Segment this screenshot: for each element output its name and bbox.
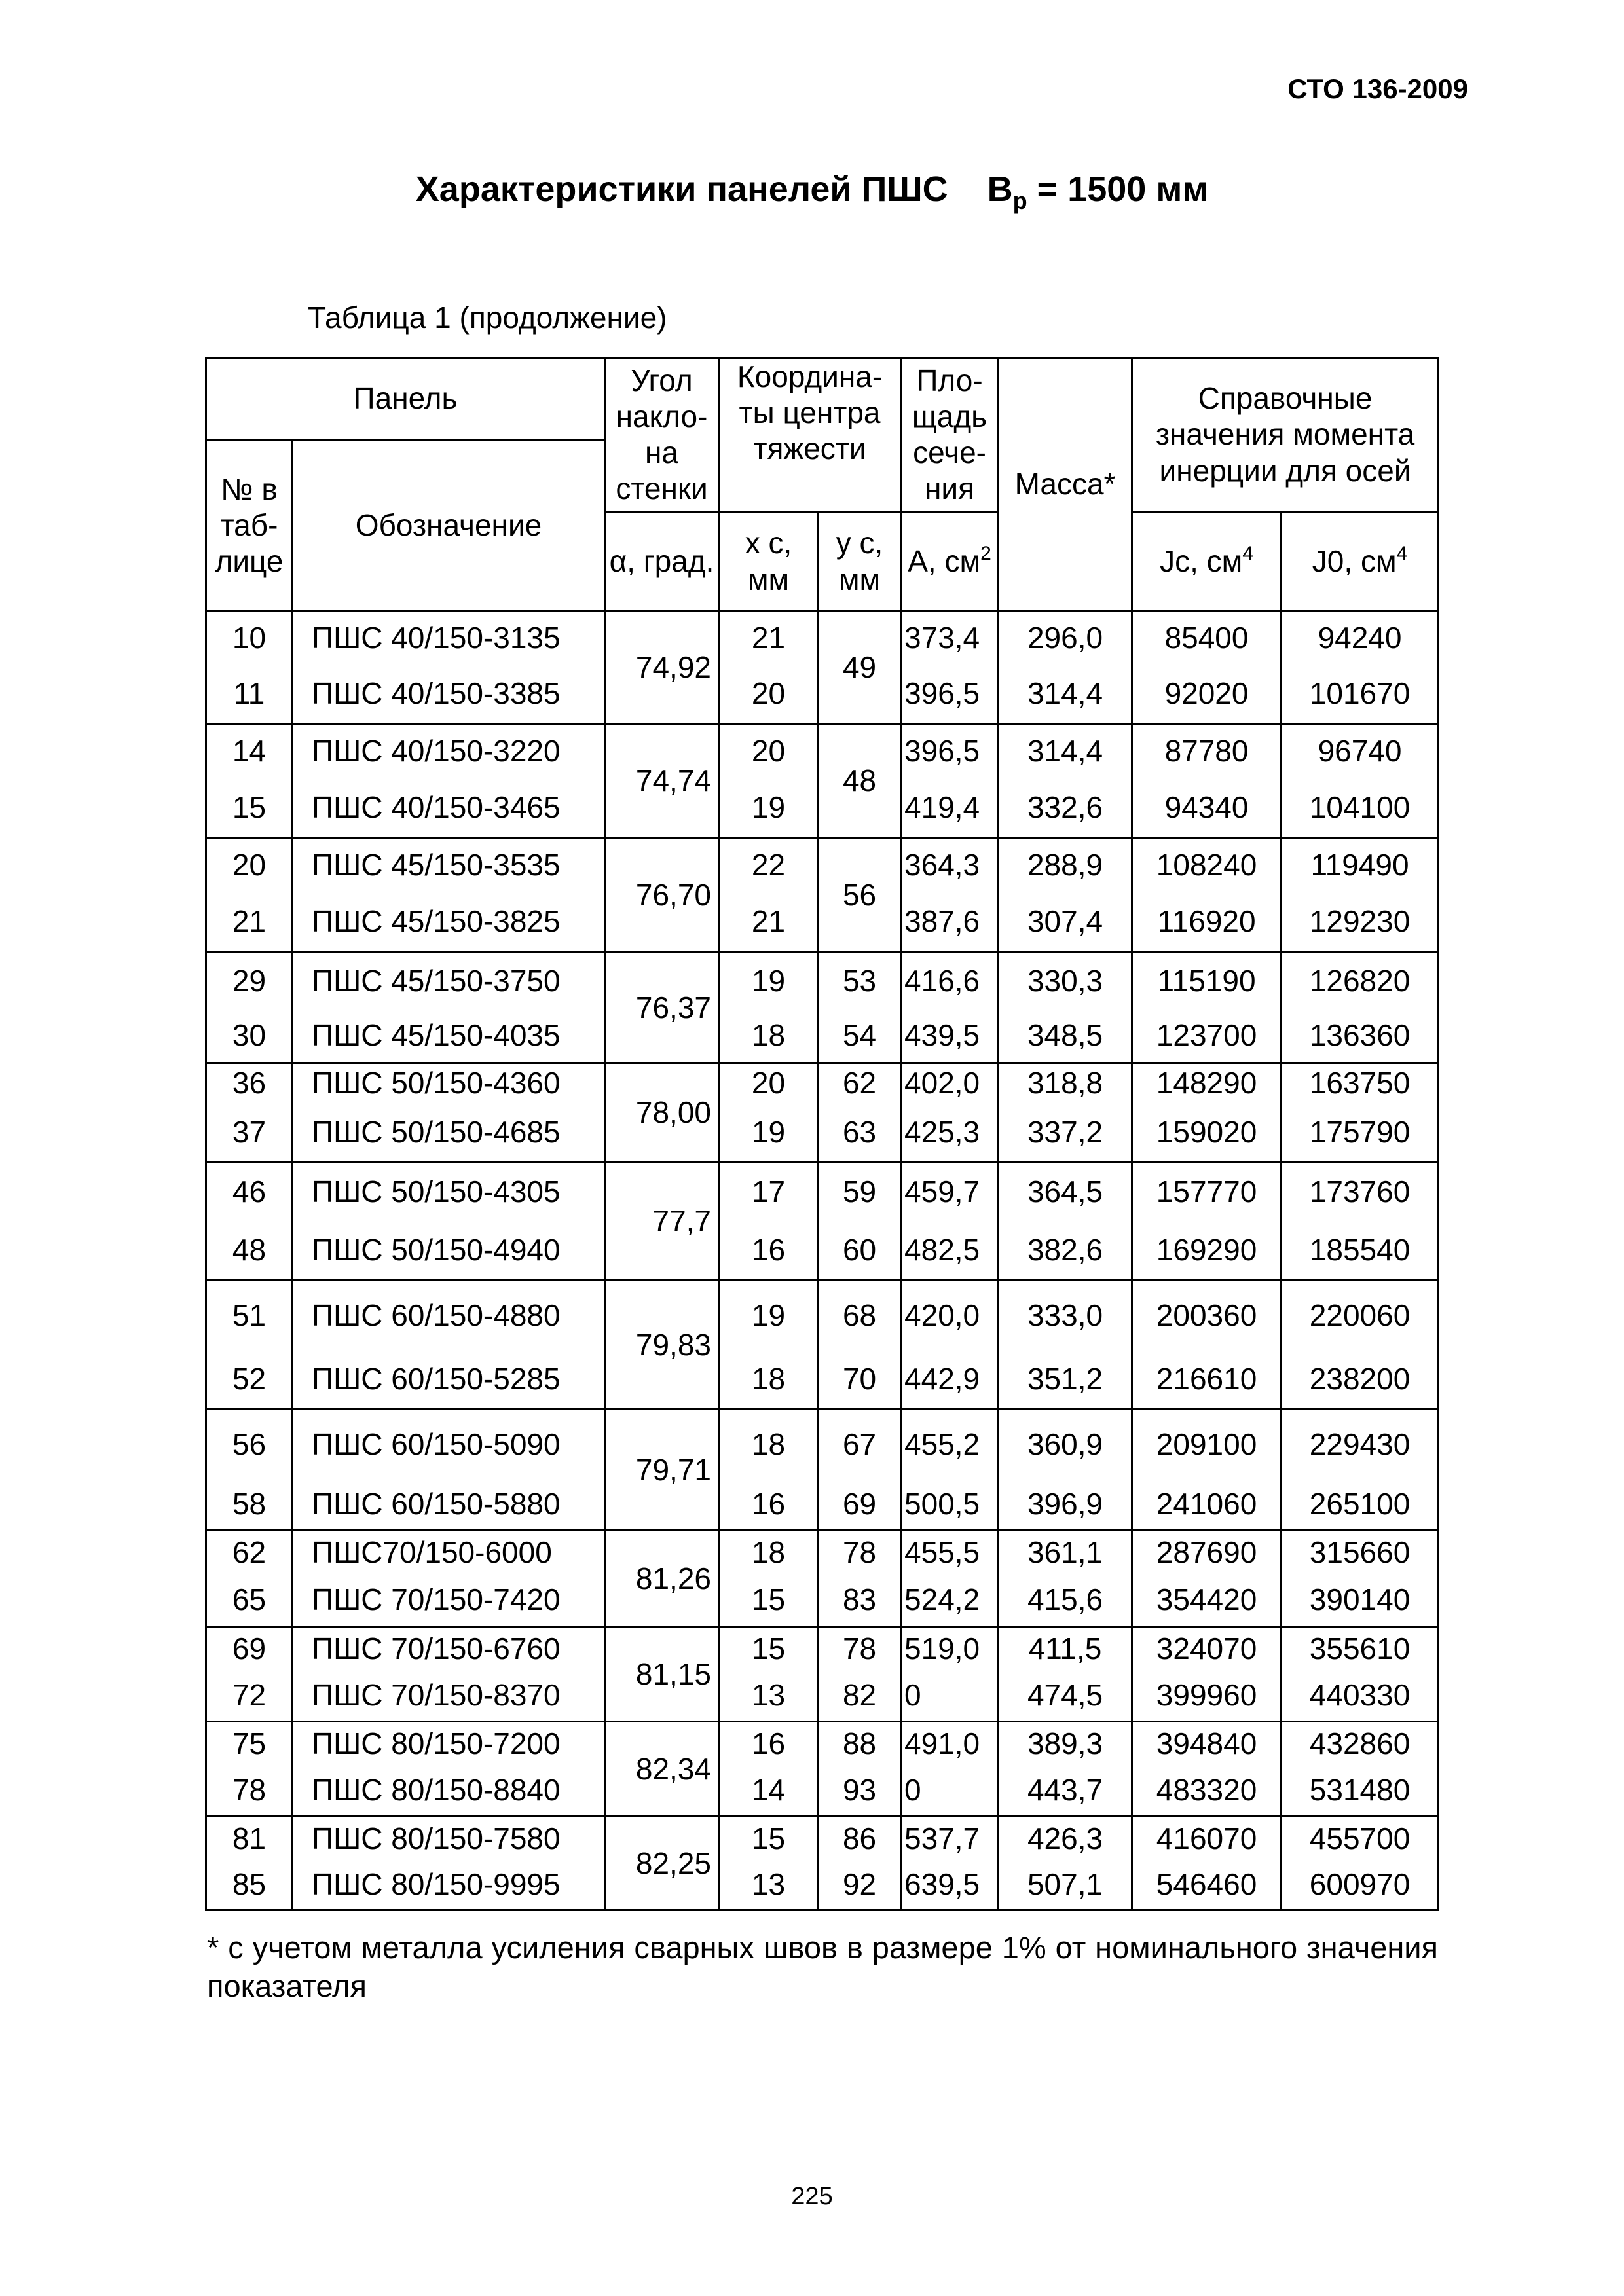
- row-j0: 265100: [1282, 1478, 1439, 1531]
- row-area: 537,7: [901, 1817, 999, 1859]
- row-jc: 216610: [1132, 1349, 1282, 1410]
- row-xc: 17: [719, 1163, 819, 1220]
- row-number: 75: [206, 1722, 293, 1764]
- row-number: 20: [206, 838, 293, 892]
- row-j0: 101670: [1282, 664, 1439, 724]
- row-number: 30: [206, 1008, 293, 1063]
- header-coords: Координа-ты центра тяжести: [719, 358, 901, 512]
- title-param: B: [987, 170, 1013, 209]
- row-yc: 59: [819, 1163, 901, 1220]
- row-xc: 18: [719, 1410, 819, 1478]
- row-xc: 18: [719, 1349, 819, 1410]
- table-row: [206, 1008, 1439, 1063]
- row-area: 491,0: [901, 1722, 999, 1764]
- row-mass: 307,4: [999, 892, 1132, 953]
- row-j0: 173760: [1282, 1163, 1439, 1220]
- row-number: 14: [206, 724, 293, 778]
- row-j0: 432860: [1282, 1722, 1439, 1764]
- row-area: 0: [901, 1669, 999, 1722]
- row-mass: 364,5: [999, 1163, 1132, 1220]
- row-yc: 88: [819, 1722, 901, 1764]
- row-xc: 18: [719, 1008, 819, 1063]
- row-j0: 163750: [1282, 1063, 1439, 1102]
- row-designation: ПШС 50/150-4685: [293, 1102, 605, 1163]
- row-xc: 16: [719, 1220, 819, 1281]
- row-designation: ПШС70/150-6000: [293, 1531, 605, 1573]
- row-area: 373,4: [901, 611, 999, 664]
- row-number: 10: [206, 611, 293, 664]
- row-angle: 78,00: [605, 1063, 719, 1163]
- row-mass: 426,3: [999, 1817, 1132, 1859]
- header-j0-unit-text: J0, см: [1312, 543, 1397, 578]
- row-yc: 56: [819, 838, 901, 953]
- row-mass: 389,3: [999, 1722, 1132, 1764]
- header-jc-unit-text: Jc, см: [1160, 543, 1243, 578]
- row-designation: ПШС 60/150-5880: [293, 1478, 605, 1531]
- row-angle: 79,71: [605, 1410, 719, 1531]
- row-yc: 63: [819, 1102, 901, 1163]
- row-yc: 83: [819, 1573, 901, 1627]
- row-xc: 14: [719, 1764, 819, 1817]
- row-angle: 81,15: [605, 1627, 719, 1722]
- row-area: 442,9: [901, 1349, 999, 1410]
- row-area: 420,0: [901, 1281, 999, 1349]
- row-angle: 76,37: [605, 953, 719, 1063]
- row-area: 639,5: [901, 1859, 999, 1910]
- row-jc: 209100: [1132, 1410, 1282, 1478]
- row-yc: 48: [819, 724, 901, 838]
- page-title: [0, 169, 1624, 215]
- header-designation: Обозначение: [293, 440, 605, 611]
- row-xc: 20: [719, 724, 819, 778]
- row-number: 29: [206, 953, 293, 1008]
- row-number: 15: [206, 778, 293, 838]
- row-angle: 74,92: [605, 611, 719, 724]
- row-yc: 53: [819, 953, 901, 1008]
- row-designation: ПШС 40/150-3465: [293, 778, 605, 838]
- row-designation: ПШС 70/150-6760: [293, 1627, 605, 1669]
- table-row: [206, 1349, 1439, 1410]
- header-angle-unit: α, град.: [605, 512, 719, 611]
- row-designation: ПШС 50/150-4305: [293, 1163, 605, 1220]
- row-jc: 483320: [1132, 1764, 1282, 1817]
- row-jc: 399960: [1132, 1669, 1282, 1722]
- header-mass: Масса*: [999, 358, 1132, 611]
- row-area: 425,3: [901, 1102, 999, 1163]
- row-number: 62: [206, 1531, 293, 1573]
- row-j0: 94240: [1282, 611, 1439, 664]
- row-xc: 20: [719, 664, 819, 724]
- row-number: 48: [206, 1220, 293, 1281]
- row-yc: 86: [819, 1817, 901, 1859]
- table-row: [206, 611, 1439, 664]
- row-xc: 18: [719, 1531, 819, 1573]
- row-angle: 76,70: [605, 838, 719, 953]
- row-yc: 62: [819, 1063, 901, 1102]
- row-jc: 85400: [1132, 611, 1282, 664]
- row-jc: 148290: [1132, 1063, 1282, 1102]
- row-designation: ПШС 45/150-3535: [293, 838, 605, 892]
- table-row: [206, 1410, 1439, 1478]
- page-number: 225: [791, 2183, 833, 2210]
- row-designation: ПШС 40/150-3220: [293, 724, 605, 778]
- row-jc: 287690: [1132, 1531, 1282, 1573]
- row-area: 439,5: [901, 1008, 999, 1063]
- row-designation: ПШС 70/150-7420: [293, 1573, 605, 1627]
- row-jc: 87780: [1132, 724, 1282, 778]
- row-area: 519,0: [901, 1627, 999, 1669]
- row-jc: 546460: [1132, 1859, 1282, 1910]
- row-mass: 337,2: [999, 1102, 1132, 1163]
- table-row: [206, 724, 1439, 778]
- row-number: 56: [206, 1410, 293, 1478]
- row-xc: 15: [719, 1573, 819, 1627]
- footnote: * с учетом металла усиления сварных швов в размере 1% от номинального значения показателя: [207, 1930, 1438, 2004]
- row-designation: ПШС 50/150-4940: [293, 1220, 605, 1281]
- row-j0: 229430: [1282, 1410, 1439, 1478]
- row-jc: 169290: [1132, 1220, 1282, 1281]
- row-yc: 68: [819, 1281, 901, 1349]
- row-designation: ПШС 80/150-8840: [293, 1764, 605, 1817]
- table-row: [206, 1102, 1439, 1163]
- header-jc-unit-sup: 4: [1242, 542, 1253, 564]
- row-yc: 69: [819, 1478, 901, 1531]
- row-xc: 16: [719, 1722, 819, 1764]
- row-number: 81: [206, 1817, 293, 1859]
- row-designation: ПШС 80/150-7580: [293, 1817, 605, 1859]
- row-area: 396,5: [901, 664, 999, 724]
- row-j0: 238200: [1282, 1349, 1439, 1410]
- row-yc: 78: [819, 1627, 901, 1669]
- header-num: № в таб-лице: [206, 440, 293, 611]
- row-number: 78: [206, 1764, 293, 1817]
- table-row: [206, 1220, 1439, 1281]
- row-mass: 296,0: [999, 611, 1132, 664]
- row-mass: 443,7: [999, 1764, 1132, 1817]
- row-number: 85: [206, 1859, 293, 1910]
- row-designation: ПШС 50/150-4360: [293, 1063, 605, 1102]
- row-jc: 92020: [1132, 664, 1282, 724]
- row-area: 396,5: [901, 724, 999, 778]
- table-row: [206, 1669, 1439, 1722]
- row-designation: ПШС 80/150-7200: [293, 1722, 605, 1764]
- title-text: Характеристики панелей ПШС: [415, 170, 948, 209]
- row-xc: 15: [719, 1627, 819, 1669]
- row-xc: 19: [719, 1102, 819, 1163]
- row-mass: 361,1: [999, 1531, 1132, 1573]
- row-yc: 49: [819, 611, 901, 724]
- table-row: [206, 1817, 1439, 1859]
- row-mass: 351,2: [999, 1349, 1132, 1410]
- row-angle: 82,34: [605, 1722, 719, 1817]
- row-area: 419,4: [901, 778, 999, 838]
- table-row: [206, 1531, 1439, 1573]
- row-mass: 332,6: [999, 778, 1132, 838]
- row-j0: 531480: [1282, 1764, 1439, 1817]
- row-j0: 175790: [1282, 1102, 1439, 1163]
- row-number: 51: [206, 1281, 293, 1349]
- row-angle: 74,74: [605, 724, 719, 838]
- row-area: 524,2: [901, 1573, 999, 1627]
- row-jc: 123700: [1132, 1008, 1282, 1063]
- row-mass: 333,0: [999, 1281, 1132, 1349]
- row-number: 37: [206, 1102, 293, 1163]
- row-jc: 108240: [1132, 838, 1282, 892]
- row-area: 455,2: [901, 1410, 999, 1478]
- row-xc: 16: [719, 1478, 819, 1531]
- table-row: [206, 1063, 1439, 1102]
- row-mass: 474,5: [999, 1669, 1132, 1722]
- row-j0: 129230: [1282, 892, 1439, 953]
- row-number: 46: [206, 1163, 293, 1220]
- row-yc: 82: [819, 1669, 901, 1722]
- row-area: 387,6: [901, 892, 999, 953]
- row-yc: 78: [819, 1531, 901, 1573]
- header-area-unit-text: А, см: [908, 543, 981, 578]
- header-panel: Панель: [206, 358, 605, 440]
- row-designation: ПШС 60/150-4880: [293, 1281, 605, 1349]
- row-designation: ПШС 60/150-5090: [293, 1410, 605, 1478]
- row-designation: ПШС 60/150-5285: [293, 1349, 605, 1410]
- row-mass: 360,9: [999, 1410, 1132, 1478]
- row-jc: 116920: [1132, 892, 1282, 953]
- row-j0: 185540: [1282, 1220, 1439, 1281]
- table-row: [206, 953, 1439, 1008]
- row-jc: 94340: [1132, 778, 1282, 838]
- row-jc: 394840: [1132, 1722, 1282, 1764]
- title-param-value: = 1500 мм: [1037, 170, 1209, 209]
- row-xc: 21: [719, 892, 819, 953]
- header-j0-unit-sup: 4: [1396, 542, 1408, 564]
- row-jc: 416070: [1132, 1817, 1282, 1859]
- row-xc: 22: [719, 838, 819, 892]
- row-designation: ПШС 40/150-3135: [293, 611, 605, 664]
- row-yc: 54: [819, 1008, 901, 1063]
- header-area-unit-sup: 2: [980, 542, 991, 564]
- row-number: 11: [206, 664, 293, 724]
- row-mass: 288,9: [999, 838, 1132, 892]
- row-angle: 81,26: [605, 1531, 719, 1627]
- row-angle: 77,7: [605, 1163, 719, 1281]
- row-designation: ПШС 80/150-9995: [293, 1859, 605, 1910]
- row-number: 36: [206, 1063, 293, 1102]
- header-j0-unit: [1282, 512, 1439, 611]
- row-designation: ПШС 40/150-3385: [293, 664, 605, 724]
- row-area: 459,7: [901, 1163, 999, 1220]
- row-mass: 415,6: [999, 1573, 1132, 1627]
- header-yc-unit: y c, мм: [819, 512, 901, 611]
- row-jc: 324070: [1132, 1627, 1282, 1669]
- row-j0: 119490: [1282, 838, 1439, 892]
- row-mass: 330,3: [999, 953, 1132, 1008]
- row-j0: 220060: [1282, 1281, 1439, 1349]
- row-j0: 126820: [1282, 953, 1439, 1008]
- row-area: 455,5: [901, 1531, 999, 1573]
- row-j0: 315660: [1282, 1531, 1439, 1573]
- row-angle: 79,83: [605, 1281, 719, 1410]
- row-jc: 159020: [1132, 1102, 1282, 1163]
- table-row: [206, 1859, 1439, 1910]
- table-row: [206, 1764, 1439, 1817]
- row-designation: ПШС 45/150-4035: [293, 1008, 605, 1063]
- header-xc-unit: x c, мм: [719, 512, 819, 611]
- row-designation: ПШС 45/150-3825: [293, 892, 605, 953]
- row-j0: 440330: [1282, 1669, 1439, 1722]
- row-area: 364,3: [901, 838, 999, 892]
- row-number: 21: [206, 892, 293, 953]
- table-row: [206, 1281, 1439, 1349]
- header-jc-unit: [1132, 512, 1282, 611]
- row-jc: 157770: [1132, 1163, 1282, 1220]
- row-xc: 19: [719, 1281, 819, 1349]
- row-number: 69: [206, 1627, 293, 1669]
- row-area: 482,5: [901, 1220, 999, 1281]
- table-row: [206, 1573, 1439, 1627]
- row-xc: 15: [719, 1817, 819, 1859]
- row-xc: 19: [719, 778, 819, 838]
- header-area: Пло-щадь сече-ния: [901, 358, 999, 512]
- table-row: [206, 838, 1439, 892]
- row-angle: 82,25: [605, 1817, 719, 1910]
- row-jc: 354420: [1132, 1573, 1282, 1627]
- row-designation: ПШС 70/150-8370: [293, 1669, 605, 1722]
- header-area-unit: [901, 512, 999, 611]
- row-number: 72: [206, 1669, 293, 1722]
- row-number: 58: [206, 1478, 293, 1531]
- panels-table: [205, 357, 1439, 1911]
- row-yc: 67: [819, 1410, 901, 1478]
- row-jc: 200360: [1132, 1281, 1282, 1349]
- row-number: 65: [206, 1573, 293, 1627]
- row-yc: 60: [819, 1220, 901, 1281]
- row-j0: 104100: [1282, 778, 1439, 838]
- row-xc: 13: [719, 1669, 819, 1722]
- row-mass: 396,9: [999, 1478, 1132, 1531]
- row-mass: 314,4: [999, 664, 1132, 724]
- row-yc: 93: [819, 1764, 901, 1817]
- table-row: [206, 1722, 1439, 1764]
- row-j0: 390140: [1282, 1573, 1439, 1627]
- row-xc: 19: [719, 953, 819, 1008]
- row-jc: 115190: [1132, 953, 1282, 1008]
- row-j0: 455700: [1282, 1817, 1439, 1859]
- row-area: 0: [901, 1764, 999, 1817]
- row-mass: 314,4: [999, 724, 1132, 778]
- row-mass: 411,5: [999, 1627, 1132, 1669]
- row-area: 500,5: [901, 1478, 999, 1531]
- row-mass: 348,5: [999, 1008, 1132, 1063]
- row-area: 416,6: [901, 953, 999, 1008]
- row-xc: 20: [719, 1063, 819, 1102]
- row-area: 402,0: [901, 1063, 999, 1102]
- table-caption: Таблица 1 (продолжение): [308, 301, 667, 335]
- row-j0: 355610: [1282, 1627, 1439, 1669]
- row-mass: 318,8: [999, 1063, 1132, 1102]
- row-j0: 136360: [1282, 1008, 1439, 1063]
- row-mass: 507,1: [999, 1859, 1132, 1910]
- header-angle: Угол накло-на стенки: [605, 358, 719, 512]
- row-mass: 382,6: [999, 1220, 1132, 1281]
- row-xc: 13: [719, 1859, 819, 1910]
- title-param-sub: p: [1012, 187, 1027, 214]
- table-row: [206, 1627, 1439, 1669]
- row-yc: 70: [819, 1349, 901, 1410]
- row-yc: 92: [819, 1859, 901, 1910]
- header-inertia: Справочные значения момента инерции для осей: [1132, 358, 1439, 512]
- table-row: [206, 1478, 1439, 1531]
- document-code: СТО 136-2009: [1287, 73, 1468, 104]
- row-xc: 21: [719, 611, 819, 664]
- row-designation: ПШС 45/150-3750: [293, 953, 605, 1008]
- row-number: 52: [206, 1349, 293, 1410]
- row-jc: 241060: [1132, 1478, 1282, 1531]
- table-row: [206, 1163, 1439, 1220]
- row-j0: 600970: [1282, 1859, 1439, 1910]
- row-j0: 96740: [1282, 724, 1439, 778]
